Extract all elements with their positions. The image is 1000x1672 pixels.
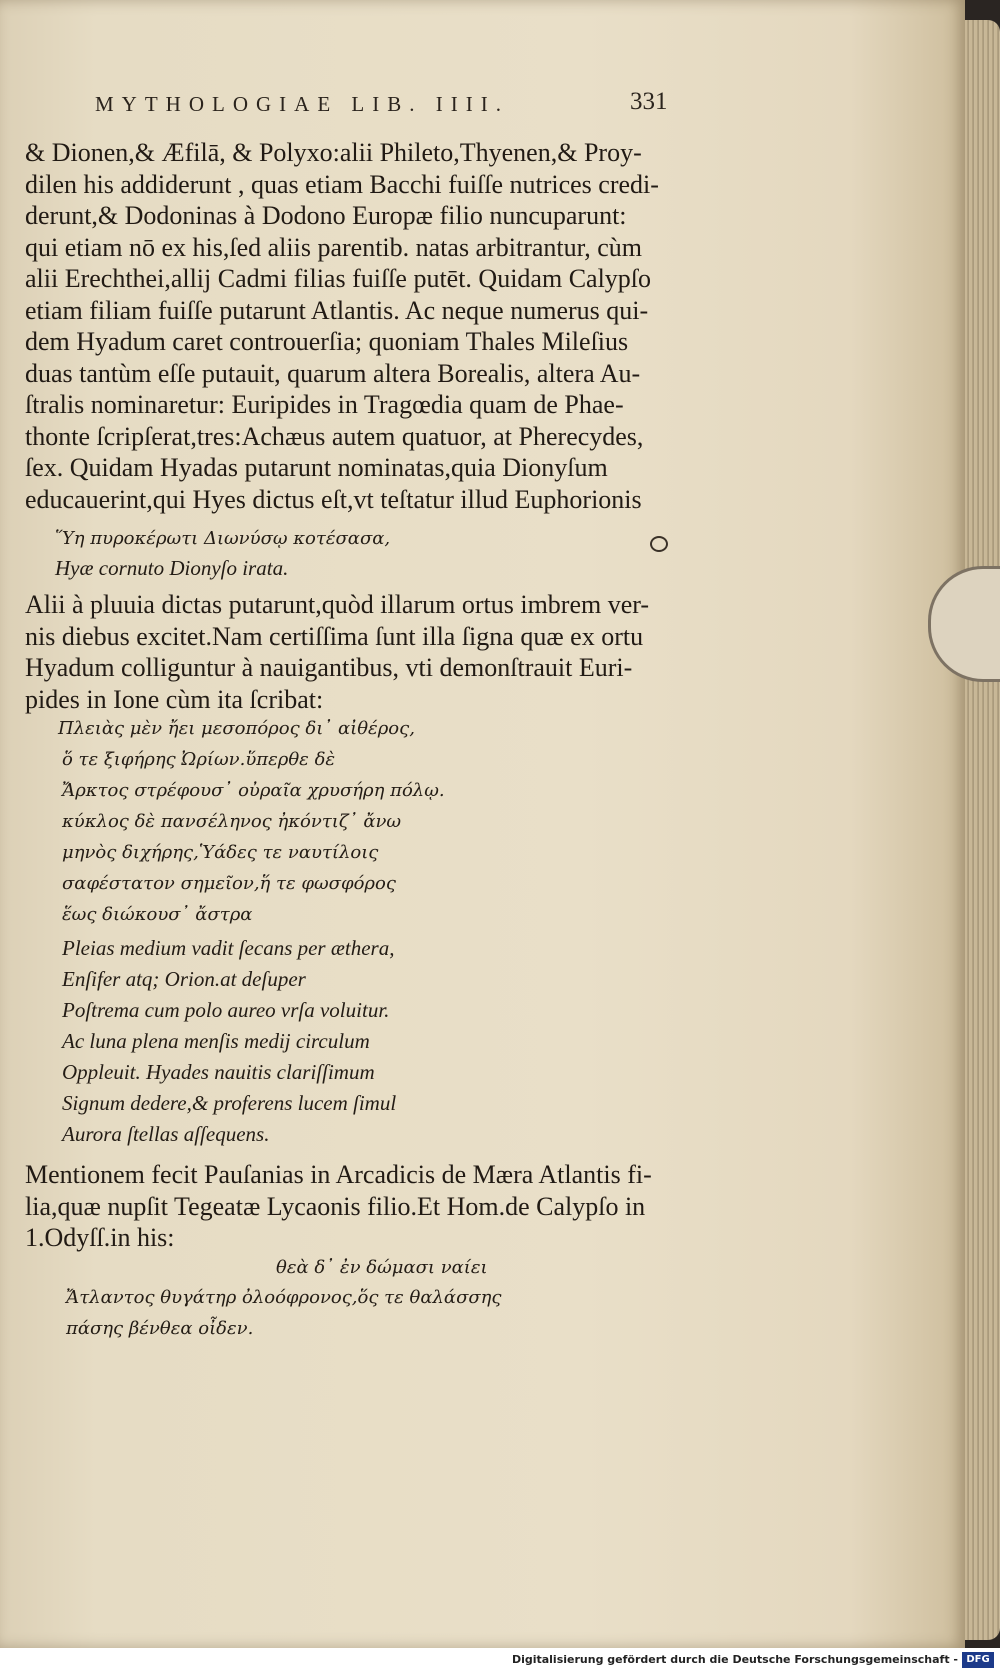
latin-verse-line: Ac luna plena menſis medij circulum	[62, 1029, 370, 1053]
body-line: & Dionen,& Æfilā, & Polyxo:alii Phileto,Thyenen,& Proy-	[25, 138, 642, 167]
latin-verse-line: Pleias medium vadit ſecans per æthera,	[62, 936, 395, 960]
body-line: etiam filiam fuiſſe putarunt Atlantis. Ac neque numerus qui-	[25, 296, 649, 325]
greek-verse-line: πάσης βένθεα οἶδεν.	[66, 1318, 254, 1339]
greek-verse-line: Ἄρκτος στρέφουσ᾽ οὐραῖα χρυσήρη πόλῳ.	[62, 780, 445, 801]
greek-verse-line: κύκλος δὲ πανσέληνος ἠκόντιζ᾽ ἄνω	[62, 811, 402, 832]
page-number: 331	[630, 88, 668, 115]
latin-verse-line: Poſtrema cum polo aureo vrſa voluitur.	[62, 998, 390, 1022]
greek-verse-line: ὅ τε ξιφήρης Ὠρίων.ὕπερθε δὲ	[62, 749, 336, 770]
greek-verse-line: Πλειὰς μὲν ἤει μεσοπόρος δι᾽ αἰθέρος,	[58, 718, 415, 739]
latin-verse-line: Hyæ cornuto Dionyſo irata.	[55, 556, 289, 580]
latin-verse-line: Enſifer atq; Orion.at deſuper	[62, 967, 306, 991]
body-line: dem Hyadum caret controuerſia; quoniam Thales Mileſius	[25, 327, 629, 356]
greek-verse-line: Ἄτλαντος θυγάτηρ ὀλοόφρονος,ὅς τε θαλάσσης	[66, 1287, 502, 1308]
body-line: Mentionem fecit Pauſanias in Arcadicis de Mæra Atlantis fi-	[25, 1160, 652, 1189]
body-line: Alii à pluuia dictas putarunt,quòd illarum ortus imbrem ver-	[25, 590, 650, 619]
latin-verse-line: Aurora ſtellas aſſequens.	[62, 1122, 270, 1146]
running-head: MYTHOLOGIAE LIB. IIII.	[95, 92, 509, 116]
body-line: nis diebus excitet.Nam certiſſima ſunt illa ſigna quæ ex ortu	[25, 622, 644, 651]
book-page-edges	[960, 20, 1000, 1640]
funding-notice: Digitalisierung gefördert durch die Deutsche Forschungsgemeinschaft -	[511, 1653, 958, 1666]
greek-verse-line: μηνὸς διχήρης,Ὑάδες τε ναυτίλοις	[62, 842, 379, 863]
footer-bar	[0, 1648, 1000, 1672]
body-line: qui etiam nō ex his,ſed aliis parentib. natas arbitrantur, cùm	[25, 233, 643, 262]
body-line: derunt,& Dodoninas à Dodono Europæ filio nuncuparunt:	[25, 201, 627, 230]
body-line: alii Erechthei,allij Cadmi filias fuiſſe putēt. Quidam Calypſo	[25, 264, 652, 293]
body-line: Hyadum colliguntur à nauigantibus, vti demonſtrauit Euri-	[25, 653, 633, 682]
body-line: duas tantùm eſſe putauit, quarum altera Borealis, altera Au-	[25, 359, 641, 388]
ink-blot	[650, 536, 668, 552]
body-line: ſex. Quidam Hyadas putarunt nominatas,quia Dionyſum	[25, 453, 608, 482]
body-line: pides in Ione cùm ita ſcribat:	[25, 685, 324, 714]
dfg-logo: DFG	[962, 1652, 994, 1668]
body-line: 1.Odyſſ.in his:	[25, 1223, 175, 1252]
latin-verse-line: Signum dedere,& proferens lucem ſimul	[62, 1091, 397, 1115]
body-line: thonte ſcripſerat,tres:Achæus autem quatuor, at Pherecydes,	[25, 422, 644, 451]
greek-verse-line: Ὕη πυροκέρωτι Διωνύσῳ κοτέσασα,	[55, 528, 391, 549]
body-line: educauerint,qui Hyes dictus eſt,vt teſtatur illud Euphorionis	[25, 485, 642, 514]
body-line: lia,quæ nupſit Tegeatæ Lycaonis filio.Et Hom.de Calypſo in	[25, 1192, 646, 1221]
greek-verse-line: σαφέστατον σημεῖον,ἥ τε φωσφόρος	[62, 873, 396, 894]
greek-verse-line: θεὰ δ᾽ ἐν δώμασι ναίει	[276, 1257, 488, 1278]
body-line: ſtralis nominaretur: Euripides in Tragœdia quam de Phae-	[25, 390, 624, 419]
latin-verse-line: Oppleuit. Hyades nauitis clariſſimum	[62, 1060, 375, 1084]
body-line: dilen his addiderunt , quas etiam Bacchi fuiſſe nutrices credi-	[25, 170, 659, 199]
greek-verse-line: ἕως διώκουσ᾽ ἄστρα	[62, 904, 253, 925]
